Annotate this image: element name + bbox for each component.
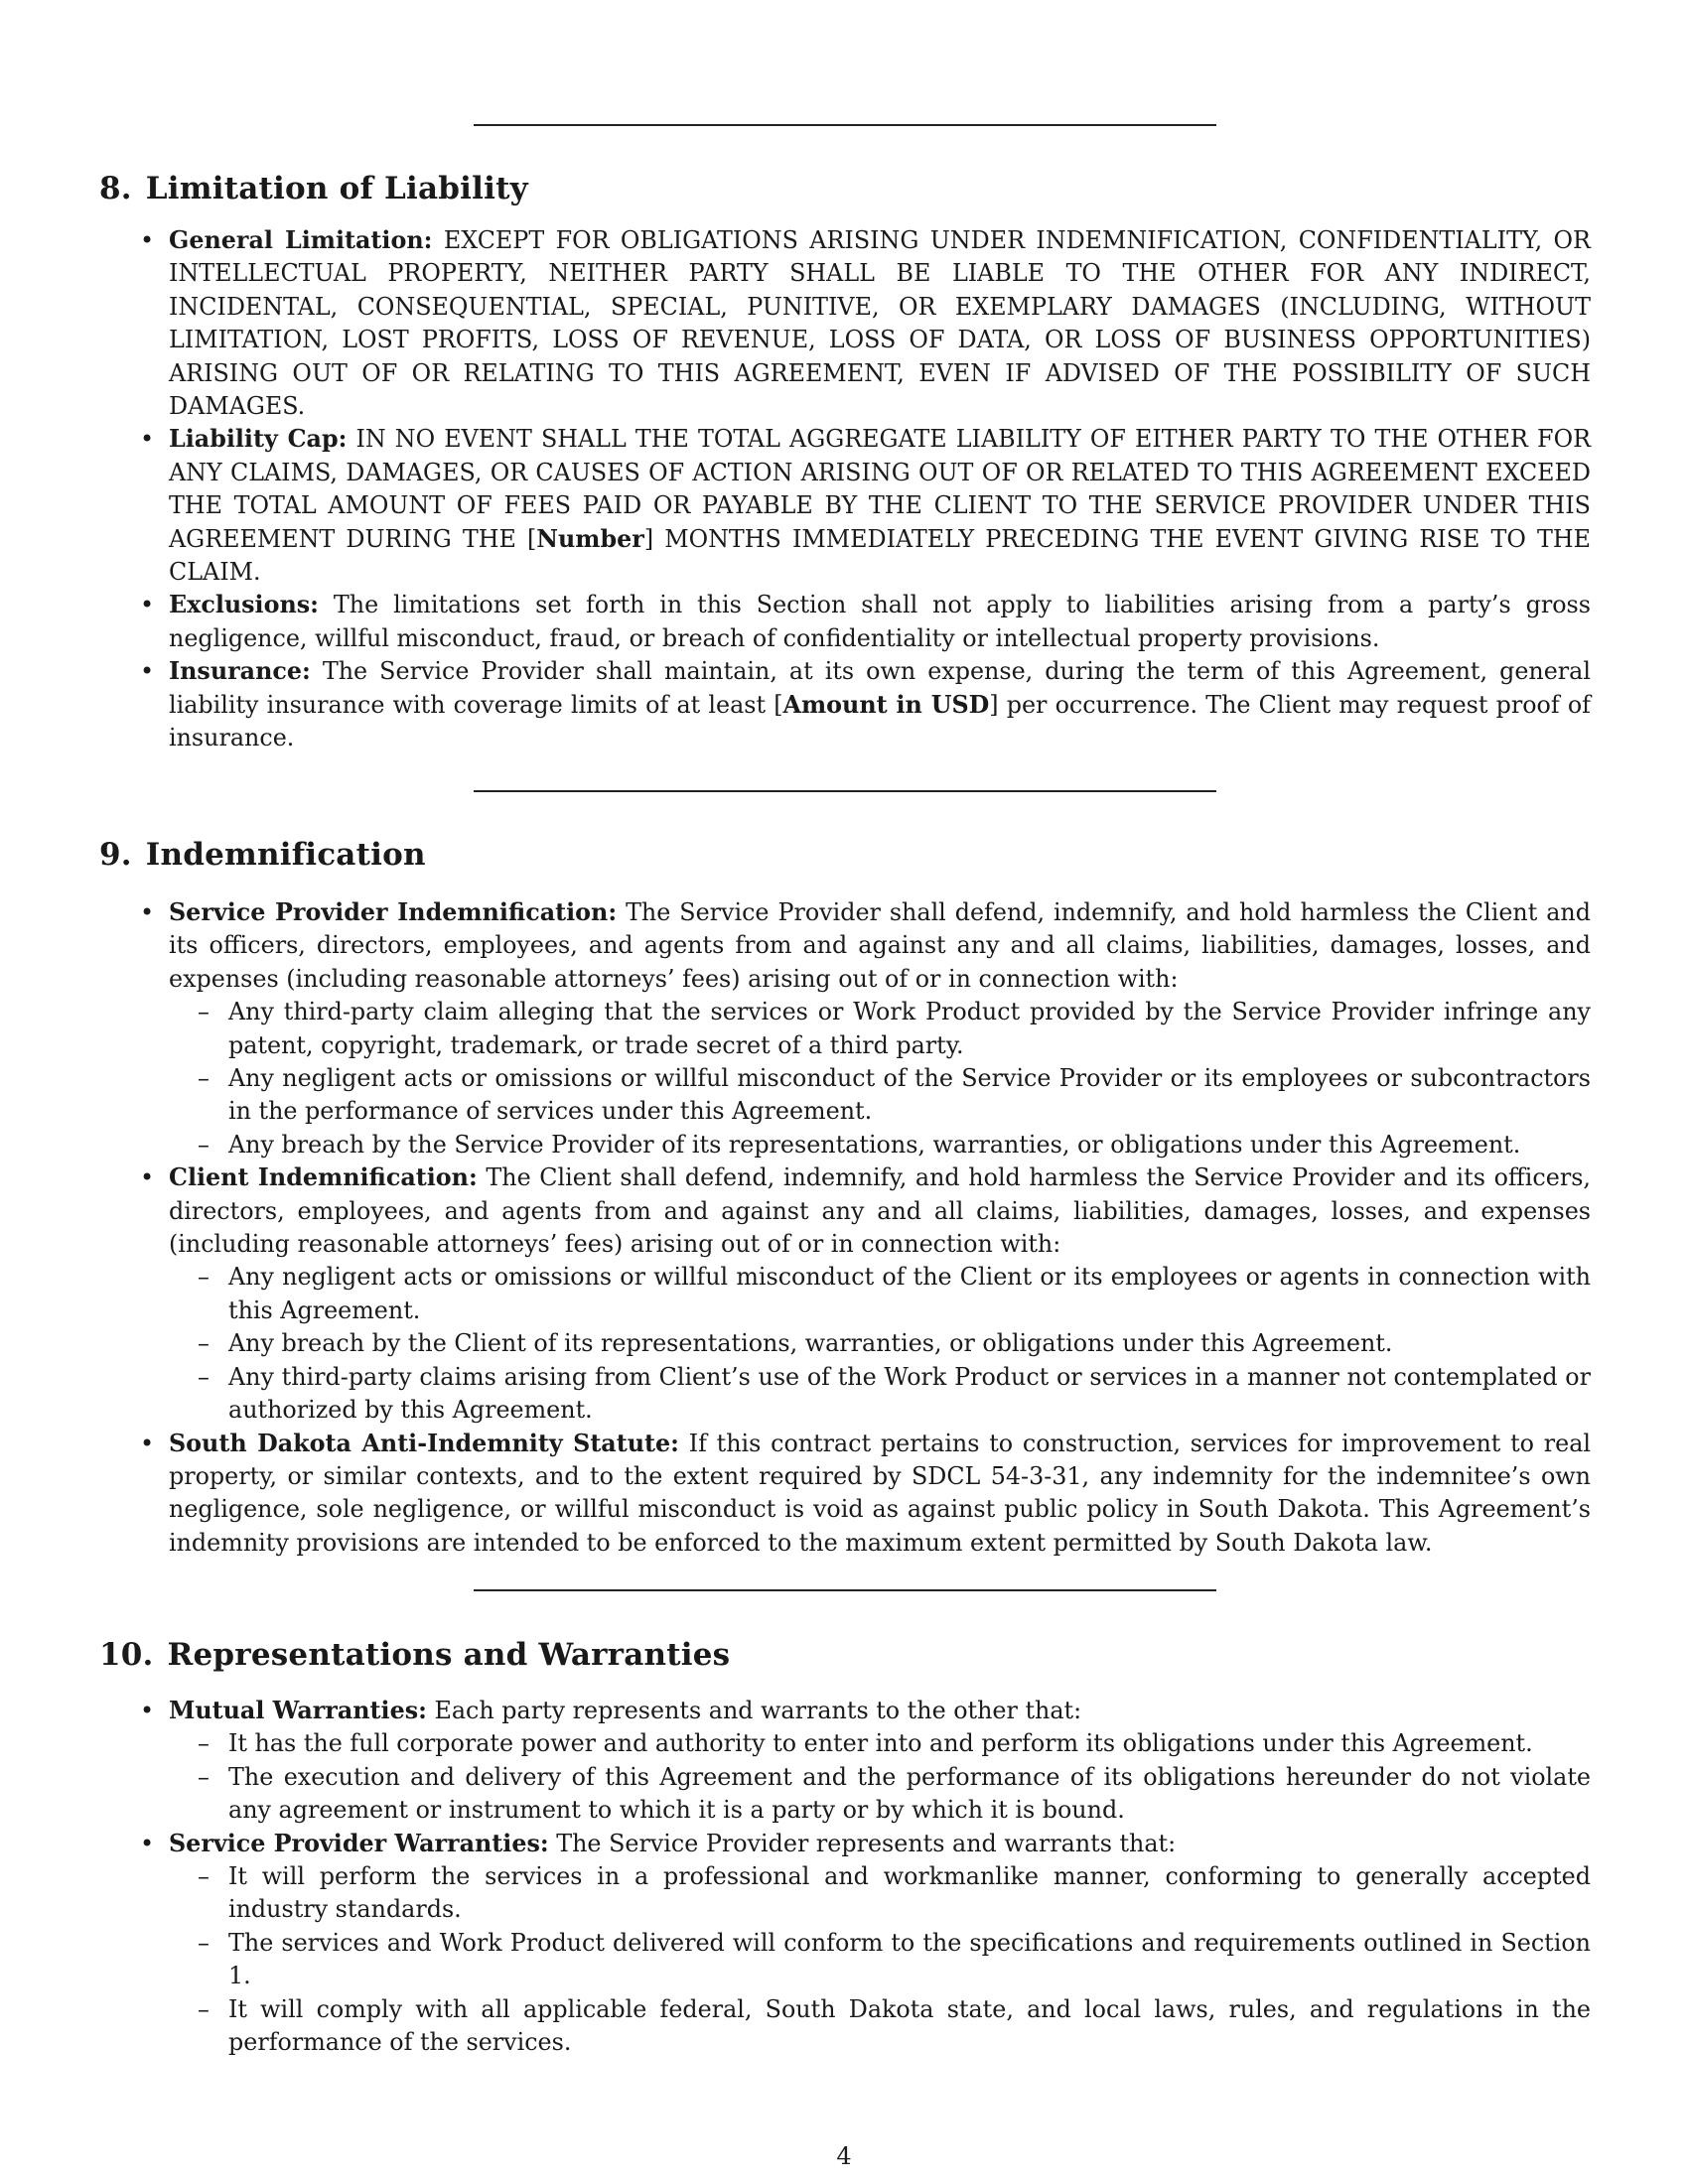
- section-body-8: [147, 224, 1591, 755]
- section-heading-9: [99, 837, 426, 873]
- sub-item: – Any negligent acts or omissions or willful misconduct of the Client or its employees or agents in connection with this Agreement.: [147, 1261, 1591, 1327]
- list-item-mutual-warranties: [147, 1695, 1591, 1727]
- list-item-service-provider-warranties: [147, 1828, 1591, 1860]
- item-label: Service Provider Indemnification:: [169, 898, 618, 926]
- placeholder-number: Number: [536, 524, 644, 553]
- sub-item: – It will comply with all applicable federal, South Dakota state, and local laws, rules, and regulations in the performance of the services.: [147, 1993, 1591, 2060]
- section-body-10: [147, 1695, 1591, 2059]
- sub-item: – Any breach by the Client of its representations, warranties, or obligations under this Agreement.: [147, 1327, 1591, 1360]
- item-text: ] MONTHS IMMEDIATELY PRECEDING THE EVENT GIVING RISE TO THE CLAIM.: [169, 524, 1591, 587]
- section-heading-10: [99, 1637, 730, 1673]
- sub-item: – Any third-party claims arising from Client’s use of the Work Product or services in a manner not contemplated or authorized by this Agreement.: [147, 1361, 1591, 1428]
- item-text: IN NO EVENT SHALL THE TOTAL AGGREGATE LIABILITY OF EITHER PARTY TO THE OTHER FOR ANY CLAIMS, DAMAGES, OR CAUSES OF ACTION ARISING OUT OF OR RELATED TO THIS AGREEMENT EXCEED THE TOTAL AMOUNT OF FEES PAID OR PAYABLE BY THE CLIENT TO THE SERVICE PROVIDER UNDER THIS AGREEMENT DURING THE [: [169, 425, 1591, 553]
- item-label: General Limitation:: [169, 226, 433, 254]
- section-title: Limitation of Liability: [145, 171, 528, 206]
- item-text: The limitations set forth in this Section shall not apply to liabilities arising from a party’s gross negligence, willful misconduct, fraud, or breach of confidentiality or intellectual property provisions.: [169, 591, 1591, 652]
- section-number: 9.: [99, 837, 132, 873]
- section-title: Indemnification: [145, 837, 426, 873]
- section-title: Representations and Warranties: [167, 1637, 731, 1673]
- item-text: The Client shall defend, indemnify, and hold harmless the Service Provider and its officers, directors, employees, and agents from and against any and all claims, liabilities, damages, losses, and expenses (including reasonable attorneys’ fees) arising out of or in connection with:: [169, 1163, 1591, 1259]
- item-label: Service Provider Warranties:: [169, 1829, 549, 1857]
- section-divider: [474, 1589, 1216, 1591]
- section-number: 8.: [99, 171, 132, 206]
- list-item-liability-cap: [147, 423, 1591, 589]
- list-item-service-provider-indemnification: [147, 896, 1591, 996]
- sub-item: – It will perform the services in a professional and workmanlike manner, conforming to generally accepted industry standards.: [147, 1860, 1591, 1927]
- section-divider: [474, 790, 1216, 792]
- item-text: The Service Provider shall maintain, at its own expense, during the term of this Agreement, general liability insurance with coverage limits of at least [: [169, 657, 1591, 719]
- sub-item: – Any third-party claim alleging that the services or Work Product provided by the Service Provider infringe any patent, copyright, trademark, or trade secret of a third party.: [147, 996, 1591, 1062]
- list-item-client-indemnification: [147, 1161, 1591, 1261]
- sub-item: – It has the full corporate power and authority to enter into and perform its obligations under this Agreement.: [147, 1727, 1591, 1760]
- list-item-general-limitation: [147, 224, 1591, 423]
- section-body-9: [147, 896, 1591, 1560]
- page-number: 4: [836, 2142, 852, 2170]
- item-text: The Service Provider shall defend, indemnify, and hold harmless the Client and its officers, directors, employees, and agents from and against any and all claims, liabilities, damages, losses, and expenses (including reasonable attorneys’ fees) arising out of or in connection with:: [169, 898, 1591, 993]
- item-text: If this contract pertains to construction, services for improvement to real property, or similar contexts, and to the extent required by SDCL 54-3-31, any indemnity for the indemnitee’s own negligence, sole negligence, or willful misconduct is void as against public policy in South Dakota. This Agreement’s indemnity provisions are intended to be enforced to the maximum extent permitted by South Dakota law.: [169, 1429, 1591, 1557]
- item-text: EXCEPT FOR OBLIGATIONS ARISING UNDER INDEMNIFICATION, CONFIDENTIALITY, OR INTELLECTUAL PROPERTY, NEITHER PARTY SHALL BE LIABLE TO THE OTHER FOR ANY INDIRECT, INCIDENTAL, CONSEQUENTIAL, SPECIAL, PUNITIVE, OR EXEMPLARY DAMAGES (INCLUDING, WITHOUT LIMITATION, LOST PROFITS, LOSS OF REVENUE, LOSS OF DATA, OR LOSS OF BUSINESS OPPORTUNITIES) ARISING OUT OF OR RELATING TO THIS AGREEMENT, EVEN IF ADVISED OF THE POSSIBILITY OF SUCH DAMAGES.: [169, 226, 1591, 421]
- item-label: Client Indemnification:: [169, 1163, 478, 1192]
- section-divider: [474, 124, 1216, 126]
- sub-item: – Any breach by the Service Provider of its representations, warranties, or obligations under this Agreement.: [147, 1129, 1591, 1161]
- item-label: South Dakota Anti-Indemnity Statute:: [169, 1429, 679, 1457]
- item-label: Liability Cap:: [169, 425, 348, 454]
- item-text: The Service Provider represents and warrants that:: [556, 1829, 1177, 1857]
- item-label: Exclusions:: [169, 591, 319, 619]
- item-text: ] per occurrence. The Client may request proof of insurance.: [169, 690, 1591, 752]
- item-text: Each party represents and warrants to the other that:: [434, 1697, 1082, 1724]
- sub-item: – The services and Work Product delivered will conform to the specifications and requirements outlined in Section 1.: [147, 1927, 1591, 1993]
- list-item-exclusions: [147, 589, 1591, 655]
- list-item-insurance: [147, 655, 1591, 754]
- item-label: Insurance:: [169, 657, 311, 686]
- sub-item: – Any negligent acts or omissions or willful misconduct of the Service Provider or its employees or subcontractors in the performance of services under this Agreement.: [147, 1062, 1591, 1129]
- sub-item: – The execution and delivery of this Agreement and the performance of its obligations hereunder do not violate any agreement or instrument to which it is a party or by which it is bound.: [147, 1761, 1591, 1828]
- section-heading-8: [99, 171, 528, 206]
- item-label: Mutual Warranties:: [169, 1697, 427, 1724]
- list-item-anti-indemnity-statute: [147, 1428, 1591, 1561]
- placeholder-amount: Amount in USD: [782, 690, 990, 719]
- section-number: 10.: [99, 1637, 154, 1673]
